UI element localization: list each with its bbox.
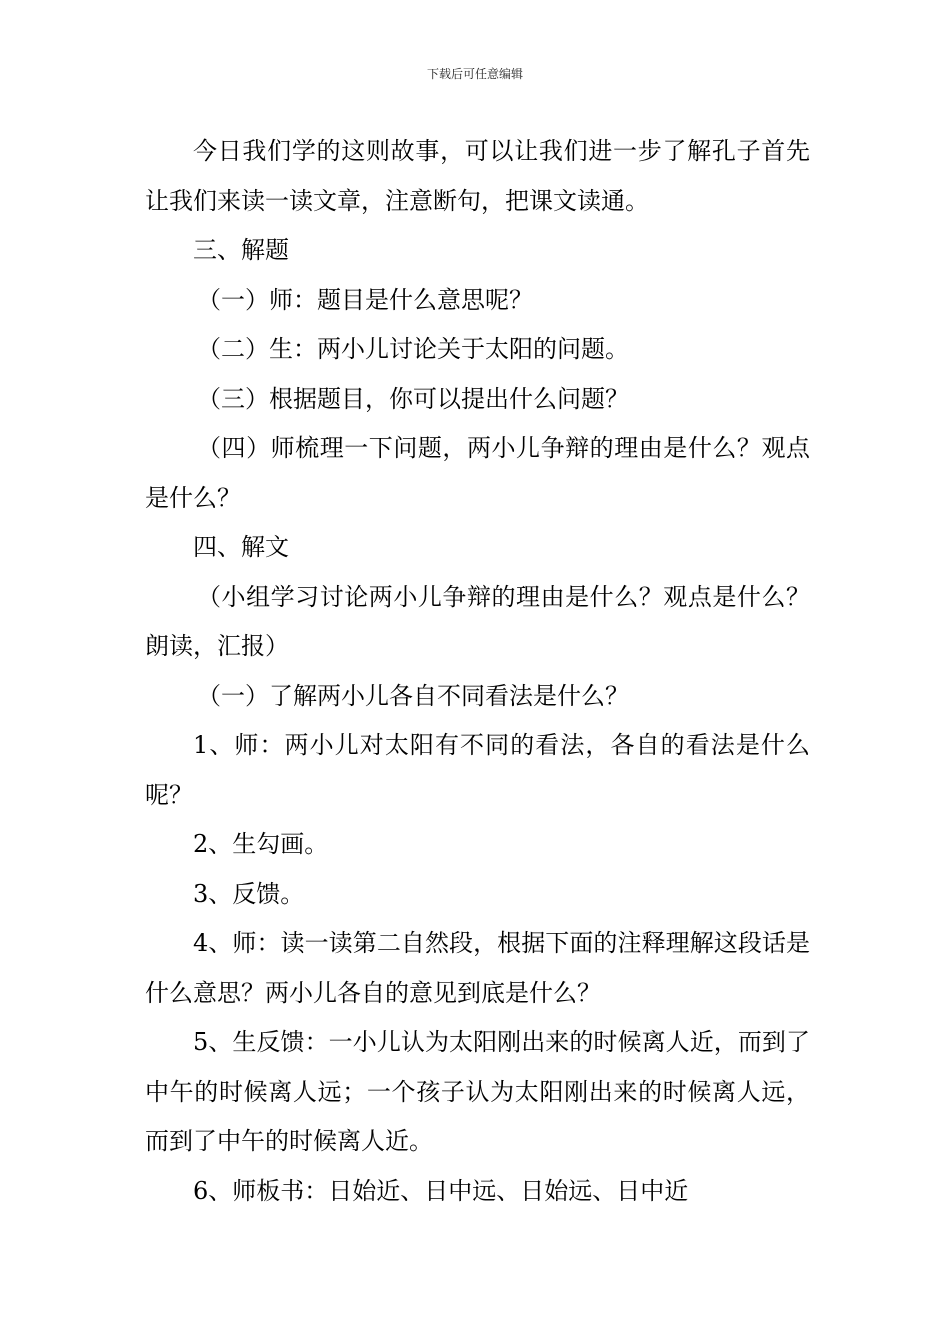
paragraph-item: （一）了解两小儿各自不同看法是什么？ bbox=[197, 681, 629, 710]
section-heading-4: 四、解文 bbox=[193, 533, 289, 561]
paragraph-item: （一）师：题目是什么意思呢？ bbox=[197, 285, 533, 314]
page-header-note: 下载后可任意编辑 bbox=[426, 67, 523, 81]
paragraph-step: 5、生反馈：一小儿认为太阳刚出来的时候离人近，而到了中午的时候离人远；一个孩子认为太阳刚出来的时候离人远，而到了中午的时候离人近。 bbox=[145, 1028, 810, 1155]
paragraph-intro: 今日我们学的这则故事，可以让我们进一步了解孔子首先让我们来读一读文章，注意断句，把课文读通。 bbox=[145, 137, 810, 215]
paragraph-step: 6、师板书：日始近、日中远、日始远、日中近 bbox=[193, 1176, 689, 1205]
paragraph-step: 3、反馈。 bbox=[193, 879, 305, 908]
paragraph-step: 2、生勾画。 bbox=[193, 830, 329, 858]
section-heading-3: 三、解题 bbox=[193, 236, 289, 264]
paragraph-item: （三）根据题目，你可以提出什么问题？ bbox=[197, 384, 629, 413]
paragraph-step: 1、师：两小儿对太阳有不同的看法，各自的看法是什么呢？ bbox=[145, 731, 810, 809]
paragraph-step: 4、师：读一读第二自然段，根据下面的注释理解这段话是什么意思？两小儿各自的意见到底是什么？ bbox=[145, 929, 810, 1007]
paragraph-item: （小组学习讨论两小儿争辩的理由是什么？观点是什么？朗读，汇报） bbox=[145, 582, 810, 660]
paragraph-item: （二）生：两小儿讨论关于太阳的问题。 bbox=[197, 335, 629, 363]
document-body bbox=[145, 127, 810, 1216]
paragraph-item: （四）师梳理一下问题，两小儿争辩的理由是什么？观点是什么？ bbox=[145, 434, 810, 512]
